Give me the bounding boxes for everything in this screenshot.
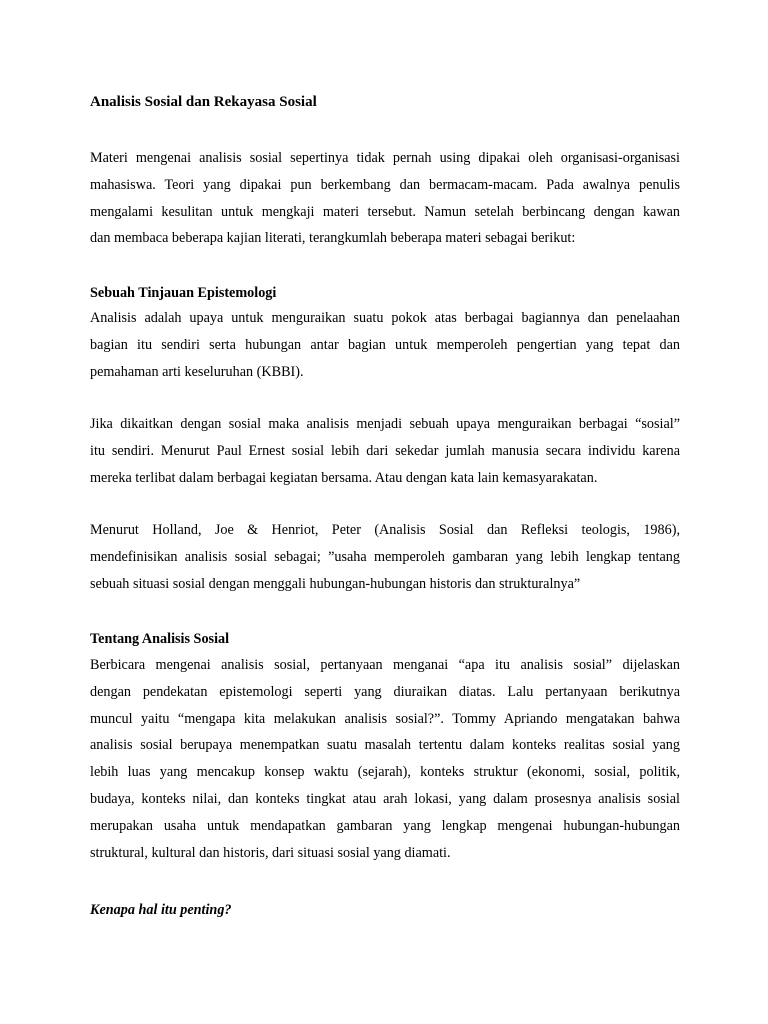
text-line: Berbicara mengenai analisis sosial, pertanyaan menganai “apa itu analisis sosial” dijelaskan	[90, 657, 680, 673]
text-line: muncul yaitu “mengapa kita melakukan analisis sosial?”. Tommy Apriando mengatakan bahwa	[90, 710, 680, 727]
text-line: budaya, konteks nilai, dan konteks tingkat atau arah lokasi, yang dalam prosesnya analisis sosial	[90, 790, 680, 807]
text-line: Jika dikaitkan dengan sosial maka analisis menjadi sebuah upaya menguraikan berbagai “sosial”	[90, 416, 680, 432]
section-heading-epistemologi: Sebuah Tinjauan Epistemologi	[90, 285, 277, 301]
text-line: mereka terlibat dalam berbagai kegiatan bersama. Atau dengan kata lain kemasyarakatan.	[90, 469, 598, 486]
text-line: pemahaman arti keseluruhan (KBBI).	[90, 363, 304, 380]
text-line: Analisis adalah upaya untuk menguraikan suatu pokok atas berbagai bagiannya dan penelaahan	[90, 310, 680, 326]
intro-paragraph	[90, 145, 680, 252]
text-line: itu sendiri. Menurut Paul Ernest sosial lebih dari sekedar jumlah manusia secara individu karena	[90, 442, 680, 459]
epistemologi-paragraph-2	[90, 411, 680, 491]
text-line: dengan pendekatan epistemologi seperti yang diuraikan diatas. Lalu pertanyaan berikutnya	[90, 683, 680, 700]
analisis-sosial-paragraph	[90, 652, 680, 866]
text-line: merupakan usaha untuk mendapatkan gambaran yang lengkap mengenai hubungan-hubungan	[90, 817, 680, 834]
text-line: mengalami kesulitan untuk mengkaji materi tersebut. Namun setelah berbincang dengan kawan	[90, 203, 680, 220]
text-line: mahasiswa. Teori yang dipakai pun berkembang dan bermacam-macam. Pada awalnya penulis	[90, 176, 680, 193]
text-line: dan membaca beberapa kajian literati, terangkumlah beberapa materi sebagai berikut:	[90, 230, 576, 247]
section-heading-analisis-sosial: Tentang Analisis Sosial	[90, 631, 230, 647]
text-line: struktural, kultural dan historis, dari situasi sosial yang diamati.	[90, 844, 451, 861]
text-line: sebuah situasi sosial dengan menggali hubungan-hubungan historis dan strukturalnya”	[90, 575, 581, 592]
section-heading-kenapa-penting: Kenapa hal itu penting?	[90, 902, 232, 918]
text-line: Materi mengenai analisis sosial sepertinya tidak pernah using dipakai oleh organisasi-organisasi	[90, 150, 680, 166]
epistemologi-paragraph-1	[90, 305, 680, 385]
text-line: lebih luas yang mencakup konsep waktu (sejarah), konteks struktur (ekonomi, sosial, politik,	[90, 764, 680, 781]
epistemologi-paragraph-3	[90, 517, 680, 597]
text-line: analisis sosial berupaya menempatkan suatu masalah tertentu dalam konteks realitas sosial yang	[90, 737, 680, 754]
text-line: bagian itu sendiri serta hubungan antar bagian untuk memperoleh pengertian yang tepat dan	[90, 336, 680, 353]
text-line: Menurut Holland, Joe & Henriot, Peter (Analisis Sosial dan Refleksi teologis, 1986),	[90, 522, 680, 538]
text-line: mendefinisikan analisis sosial sebagai; ”usaha memperoleh gambaran yang lebih lengkap tentang	[90, 548, 680, 565]
document-title: Analisis Sosial dan Rekayasa Sosial	[90, 94, 317, 110]
